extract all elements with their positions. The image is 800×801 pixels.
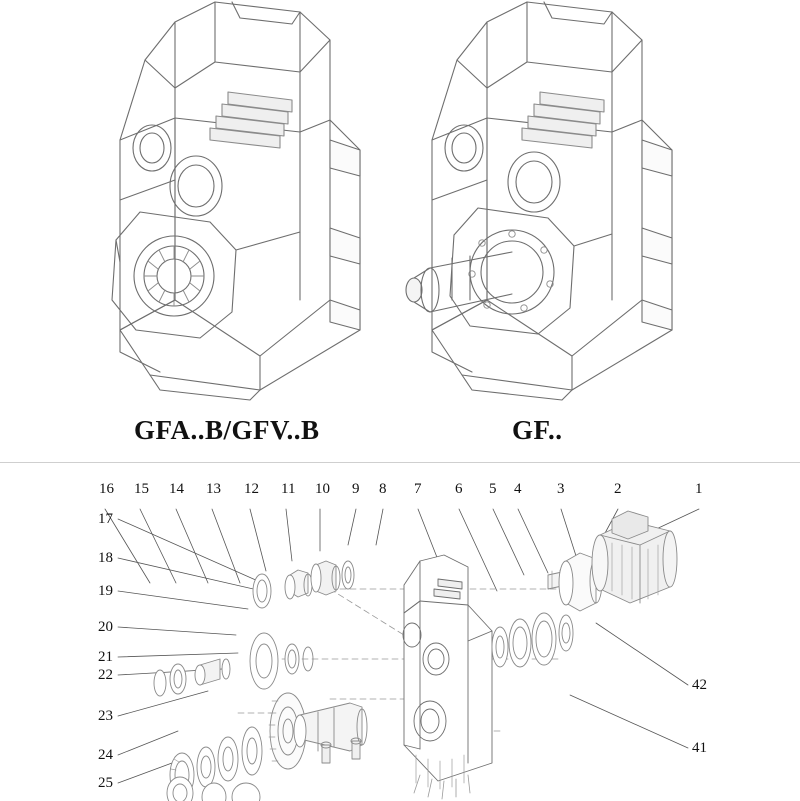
callout-13: 13 — [206, 481, 221, 497]
callout-21: 21 — [98, 649, 113, 665]
callout-1: 1 — [695, 481, 703, 497]
callout-24: 24 — [98, 747, 113, 763]
callout-5: 5 — [489, 481, 497, 497]
callout-16: 16 — [99, 481, 114, 497]
callout-25: 25 — [98, 775, 113, 791]
caption-right-unit: GF.. — [512, 415, 563, 445]
callout-2: 2 — [614, 481, 622, 497]
callout-19: 19 — [98, 583, 113, 599]
callout-17: 17 — [98, 511, 113, 527]
caption-left-unit: GFA..B/GFV..B — [134, 415, 320, 445]
callout-20: 20 — [98, 619, 113, 635]
callout-9: 9 — [352, 481, 360, 497]
callout-6: 6 — [455, 481, 463, 497]
callout-10: 10 — [315, 481, 330, 497]
callout-12: 12 — [244, 481, 259, 497]
callout-8: 8 — [379, 481, 387, 497]
callout-23: 23 — [98, 708, 113, 724]
callout-42: 42 — [692, 677, 707, 693]
callout-14: 14 — [169, 481, 184, 497]
callout-7: 7 — [414, 481, 422, 497]
callout-18: 18 — [98, 550, 113, 566]
callout-4: 4 — [514, 481, 522, 497]
callout-41: 41 — [692, 740, 707, 756]
exploded-parts-svg — [0, 463, 800, 801]
callout-15: 15 — [134, 481, 149, 497]
callout-22: 22 — [98, 667, 113, 683]
right-gear-unit-drawing — [406, 2, 672, 400]
callout-3: 3 — [557, 481, 565, 497]
exploded-parts-view — [0, 462, 800, 801]
left-gear-unit-drawing — [112, 2, 360, 400]
callout-11: 11 — [281, 481, 296, 497]
